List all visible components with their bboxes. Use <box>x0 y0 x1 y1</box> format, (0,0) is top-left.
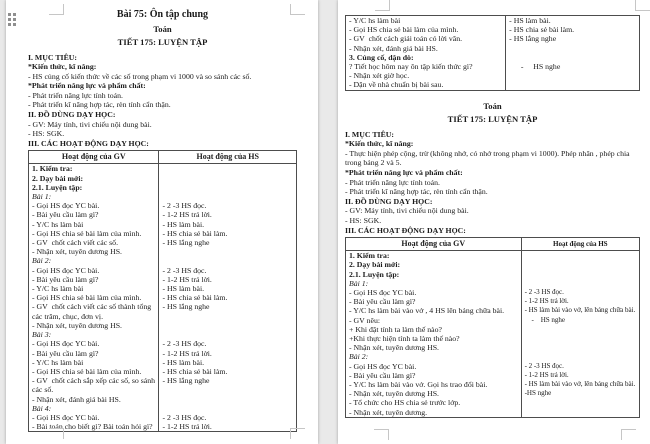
hs-cell <box>159 183 297 192</box>
hs-cell: - HS lắng nghe <box>159 376 297 394</box>
hs-cell <box>506 80 640 90</box>
hs-cell: - 1-2 HS trả lời. <box>521 297 639 306</box>
text-line: TIẾT 175: LUYỆN TẬP <box>447 114 538 125</box>
table-row <box>346 334 640 343</box>
hs-cell: - HS chia sẻ bài làm. <box>506 25 640 34</box>
gv-cell: - Bài yêu cầu làm gì? <box>346 371 522 380</box>
text-line: *Phát triển năng lực và phẩm chất: <box>345 168 463 177</box>
text-line: *Kiến thức, kĩ năng: <box>345 139 414 149</box>
gv-cell: - Gọi HS chia sẻ bài làm của mình. <box>29 293 159 302</box>
gv-cell: - Nhận xét, tuyên dương HS. <box>346 389 522 398</box>
table-row <box>29 395 297 404</box>
gv-cell: - Gọi HS chia sẻ bài làm của mình. <box>29 229 159 238</box>
gv-cell: - Nhận xét, đánh giá bài HS. <box>346 44 506 53</box>
gv-cell: - GV chốt cách giải toán có lời văn. <box>346 34 506 43</box>
table-row <box>29 201 297 210</box>
gv-column-header: Hoạt động của GV <box>346 238 522 251</box>
gv-cell: - GV nêu: <box>346 316 522 325</box>
hs-cell <box>521 343 639 352</box>
gv-cell: - Gọi HS đọc YC bài. <box>29 266 159 275</box>
gv-cell: - Bài yêu cầu làm gì? <box>346 297 522 306</box>
gv-cell: +Khi thực hiện tính ta làm thế nào? <box>346 334 522 343</box>
gv-cell: 1. Kiểm tra: <box>346 251 522 261</box>
text-line: Toán <box>483 100 502 111</box>
margin-corner-mark <box>375 0 390 11</box>
table-row <box>29 376 297 394</box>
text-line: TIẾT 175: LUYỆN TẬP <box>117 37 208 47</box>
hs-cell: - 1-2 HS trả lời. <box>521 371 639 380</box>
hs-cell <box>506 44 640 53</box>
gv-cell: - Gọi HS đọc YC bài. <box>346 362 522 371</box>
hs-cell: - HS làm bài. <box>159 220 297 229</box>
hs-cell <box>159 247 297 256</box>
table-row <box>346 270 640 279</box>
table-row <box>346 80 640 90</box>
gv-cell: 2.1. Luyện tập: <box>346 270 522 279</box>
margin-corner-mark <box>374 429 389 440</box>
hs-column-header: Hoạt động của HS <box>159 151 297 164</box>
table-row <box>346 343 640 352</box>
text-line: - Phát triển kĩ năng hợp tác, rèn tính cẩn thận. <box>345 187 488 197</box>
gv-cell: Bài 1: <box>346 279 522 288</box>
gv-cell: - GV chốt cách viết các số thành tổng các trăm, chục, đơn vị. <box>29 302 159 320</box>
hs-cell: - HS lắng nghe <box>159 238 297 247</box>
hs-cell: - HS chia sẻ bài làm. <box>159 367 297 376</box>
hs-cell: - HS chia sẻ bài làm. <box>159 229 297 238</box>
gv-cell: - Bài yêu cầu làm gì? <box>29 349 159 358</box>
hs-cell <box>159 395 297 404</box>
table-row <box>29 275 297 284</box>
table-row <box>346 371 640 380</box>
text-line: - Phát triển kĩ năng hợp tác, rèn tính cẩn thận. <box>28 100 171 110</box>
gv-cell: - Bài yêu cầu làm gì? <box>29 210 159 219</box>
table-row <box>346 380 640 389</box>
table-row <box>346 316 640 325</box>
hs-cell: - HS lắng nghe <box>159 302 297 320</box>
hs-cell: - HS nghe <box>521 316 639 325</box>
hs-cell: - 2 -3 HS đọc. <box>159 266 297 275</box>
text-line: III. CÁC HOẠT ĐỘNG DẠY HỌC: <box>345 225 466 235</box>
gv-cell: - Nhận xét, tuyên dương. <box>346 408 522 418</box>
gv-cell: Bài 3: <box>29 330 159 339</box>
table-row <box>346 352 640 361</box>
hs-cell: - HS lắng nghe <box>506 34 640 43</box>
hs-cell: - 2 -3 HS đọc. <box>521 362 639 371</box>
hs-cell <box>506 53 640 62</box>
table-row <box>346 34 640 43</box>
gv-cell: - Bài yêu cầu làm gì? <box>29 275 159 284</box>
gv-cell: + Khi đặt tính ta làm thế nào? <box>346 325 522 334</box>
gv-cell: - Y/C hs làm bài vào vở. Gọi hs trao đổi bài. <box>346 380 522 389</box>
text-line: - HS: SGK. <box>28 129 65 139</box>
gv-cell: - Nhận xét, tuyên dương HS. <box>29 247 159 256</box>
gv-cell: - Y/C hs làm bài <box>346 16 506 26</box>
text-line: - Phát triển năng lực tính toán. <box>28 90 123 100</box>
gv-cell: - Bài toán cho biết gì? Bài toán hỏi gì? <box>29 422 159 432</box>
hs-cell: - 1-2 HS trả lời. <box>159 349 297 358</box>
drag-handle-icon[interactable] <box>8 13 17 28</box>
table-row <box>346 16 640 26</box>
table-row <box>29 192 297 201</box>
table-row <box>346 306 640 315</box>
margin-corner-mark <box>290 428 305 439</box>
hs-cell: - 2 -3 HS đọc. <box>521 288 639 297</box>
table-row <box>29 210 297 219</box>
table-row <box>346 62 640 71</box>
text-line: - HS: SGK. <box>345 215 382 225</box>
margin-corner-mark <box>621 429 636 440</box>
table-row <box>29 238 297 247</box>
hs-cell: - 1-2 HS trả lời. <box>159 210 297 219</box>
table-row <box>346 389 640 398</box>
hs-cell <box>159 404 297 413</box>
table-row <box>346 279 640 288</box>
gv-cell: - Y/C hs làm bài <box>29 220 159 229</box>
gv-cell: - Nhận xét, tuyên dương HS. <box>346 343 522 352</box>
page1-intro <box>28 53 297 149</box>
hs-cell: - 1-2 HS trả lời. <box>159 275 297 284</box>
activities-table-page2 <box>345 237 640 418</box>
table-row <box>29 266 297 275</box>
gv-cell: - Y/C hs làm bài vào vở , 4 HS lên bảng chữa bài. <box>346 306 522 315</box>
gv-cell: - Gọi HS chia sẻ bài làm của mình. <box>346 25 506 34</box>
gv-cell: Bài 4: <box>29 404 159 413</box>
gv-cell: - Gọi HS đọc YC bài. <box>29 201 159 210</box>
activities-table-page1 <box>28 150 297 432</box>
hs-cell <box>521 398 639 407</box>
hs-cell: - HS làm bài. <box>506 16 640 26</box>
text-line: - HS củng cố kiến thức về các số trong phạm vi 1000 và so sánh các số. <box>28 71 252 81</box>
table-row <box>29 247 297 256</box>
table-row <box>346 398 640 407</box>
gv-cell: 2. Dạy bài mới: <box>346 260 522 269</box>
margin-corner-mark <box>49 428 64 439</box>
page1-heading <box>28 8 297 50</box>
table-row <box>29 404 297 413</box>
table-row <box>346 325 640 334</box>
gv-cell: - Nhận xét, đánh giá bài HS. <box>29 395 159 404</box>
table-row <box>29 358 297 367</box>
hs-cell: - 2 -3 HS đọc. <box>159 201 297 210</box>
hs-cell <box>521 279 639 288</box>
hs-cell: -HS nghe <box>521 389 639 398</box>
hs-cell <box>159 192 297 201</box>
table-row <box>29 256 297 265</box>
table-row <box>29 413 297 422</box>
hs-cell: - HS làm bài. <box>159 358 297 367</box>
hs-cell <box>159 330 297 339</box>
text-line: III. CÁC HOẠT ĐỘNG DẠY HỌC: <box>28 138 149 148</box>
text-line: *Phát triển năng lực và phẩm chất: <box>28 81 146 91</box>
margin-corner-mark <box>49 4 64 15</box>
hs-cell: - 1-2 HS trả lời. <box>159 422 297 432</box>
gv-cell: - GV chốt cách viết các số. <box>29 238 159 247</box>
table-row <box>29 330 297 339</box>
hs-cell: - 2 -3 HS đọc. <box>159 339 297 348</box>
gv-cell: - Gọi HS đọc YC bài. <box>29 413 159 422</box>
hs-cell: - 2 -3 HS đọc. <box>159 413 297 422</box>
gv-cell: - GV chốt cách sắp xếp các số, so sánh các số. <box>29 376 159 394</box>
text-line: *Kiến thức, kĩ năng: <box>28 62 97 72</box>
table-row <box>29 183 297 192</box>
table-row <box>29 284 297 293</box>
table-row <box>346 71 640 80</box>
table-row <box>29 164 297 174</box>
gv-cell: 2. Dạy bài mới: <box>29 174 159 183</box>
table-row <box>29 293 297 302</box>
hs-cell <box>521 334 639 343</box>
gv-cell: 2.1. Luyện tập: <box>29 183 159 192</box>
gv-cell: - Nhận xét, tuyên dương HS. <box>29 321 159 330</box>
hs-cell <box>521 352 639 361</box>
gv-cell: - Tổ chức cho HS chia sẻ trước lớp. <box>346 398 522 407</box>
hs-cell <box>521 408 639 418</box>
hs-cell: - HS chia sẻ bài làm. <box>159 293 297 302</box>
gv-cell: Bài 1: <box>29 192 159 201</box>
table-row <box>29 367 297 376</box>
table-row <box>346 408 640 418</box>
gv-cell: Bài 2: <box>29 256 159 265</box>
table-row <box>346 297 640 306</box>
hs-cell <box>521 251 639 261</box>
hs-column-header: Hoạt động của HS <box>521 238 639 251</box>
table-row <box>346 260 640 269</box>
hs-cell: - HS làm bài vào vở, lên bảng chữa bài. <box>521 380 639 389</box>
gv-cell: - Y/C hs làm bài <box>29 358 159 367</box>
margin-corner-mark <box>290 4 305 15</box>
text-line: - Phát triển năng lực tính toán. <box>345 177 440 187</box>
hs-cell <box>159 174 297 183</box>
text-line: Toán <box>153 23 172 34</box>
gv-cell: 3. Củng cố, dặn dò: <box>346 53 506 62</box>
gv-cell: 1. Kiểm tra: <box>29 164 159 174</box>
hs-cell <box>521 325 639 334</box>
hs-cell <box>521 260 639 269</box>
page-2 <box>338 0 650 444</box>
table-row <box>346 44 640 53</box>
table-header-row <box>29 151 297 164</box>
text-line: I. MỤC TIÊU: <box>28 52 78 62</box>
table-row <box>29 302 297 320</box>
text-line: II. ĐỒ DÙNG DẠY HỌC: <box>345 196 433 206</box>
page2-heading <box>345 100 640 127</box>
gv-cell: - Y/C hs làm bài <box>29 284 159 293</box>
table-row <box>29 321 297 330</box>
hs-cell <box>159 321 297 330</box>
gv-cell: - Gọi HS chia sẻ bài làm của mình. <box>29 367 159 376</box>
gv-column-header: Hoạt động của GV <box>29 151 159 164</box>
activities-table-page1-continued <box>345 15 640 91</box>
text-line: - GV: Máy tính, tivi chiếu nội dung bài. <box>28 119 152 129</box>
table-row <box>346 53 640 62</box>
hs-cell: - HS làm bài. <box>159 284 297 293</box>
gv-cell: Bài 2: <box>346 352 522 361</box>
table-row <box>29 339 297 348</box>
hs-cell: - HS nghe <box>506 62 640 71</box>
margin-corner-mark <box>635 0 650 11</box>
gv-cell: - Gọi HS đọc YC bài. <box>29 339 159 348</box>
table-row <box>346 251 640 261</box>
text-line: I. MỤC TIÊU: <box>345 129 395 139</box>
table-row <box>346 288 640 297</box>
hs-cell <box>521 270 639 279</box>
page-1 <box>6 0 318 444</box>
hs-cell <box>159 164 297 174</box>
hs-cell: - HS làm bài vào vở, lên bảng chữa bài. <box>521 306 639 315</box>
hs-cell <box>506 71 640 80</box>
table-row <box>346 25 640 34</box>
gv-cell: - Dặn về nhà chuẩn bị bài sau. <box>346 80 506 90</box>
table-row <box>29 229 297 238</box>
hs-cell <box>159 256 297 265</box>
table-row <box>29 220 297 229</box>
text-line: - Thực hiện phép cộng, trừ (không nhớ, có nhớ trong phạm vi 1000). Phép nhân , phép chia trong bảng 2 và 5. <box>345 148 632 168</box>
text-line: II. ĐỒ DÙNG DẠY HỌC: <box>28 110 116 120</box>
doc-title: Bài 75: Ôn tập chung <box>116 9 209 20</box>
page2-intro <box>345 130 640 236</box>
table-header-row <box>346 238 640 251</box>
table-row <box>29 349 297 358</box>
table-row <box>29 174 297 183</box>
table-row <box>29 422 297 432</box>
gv-cell: - Nhận xét giờ học. <box>346 71 506 80</box>
gv-cell: ? Tiết học hôm nay ôn tập kiến thức gì? <box>346 62 506 71</box>
text-line: - GV: Máy tính, tivi chiếu nội dung bài. <box>345 206 469 216</box>
table-row <box>346 362 640 371</box>
gv-cell: - Gọi HS đọc YC bài. <box>346 288 522 297</box>
